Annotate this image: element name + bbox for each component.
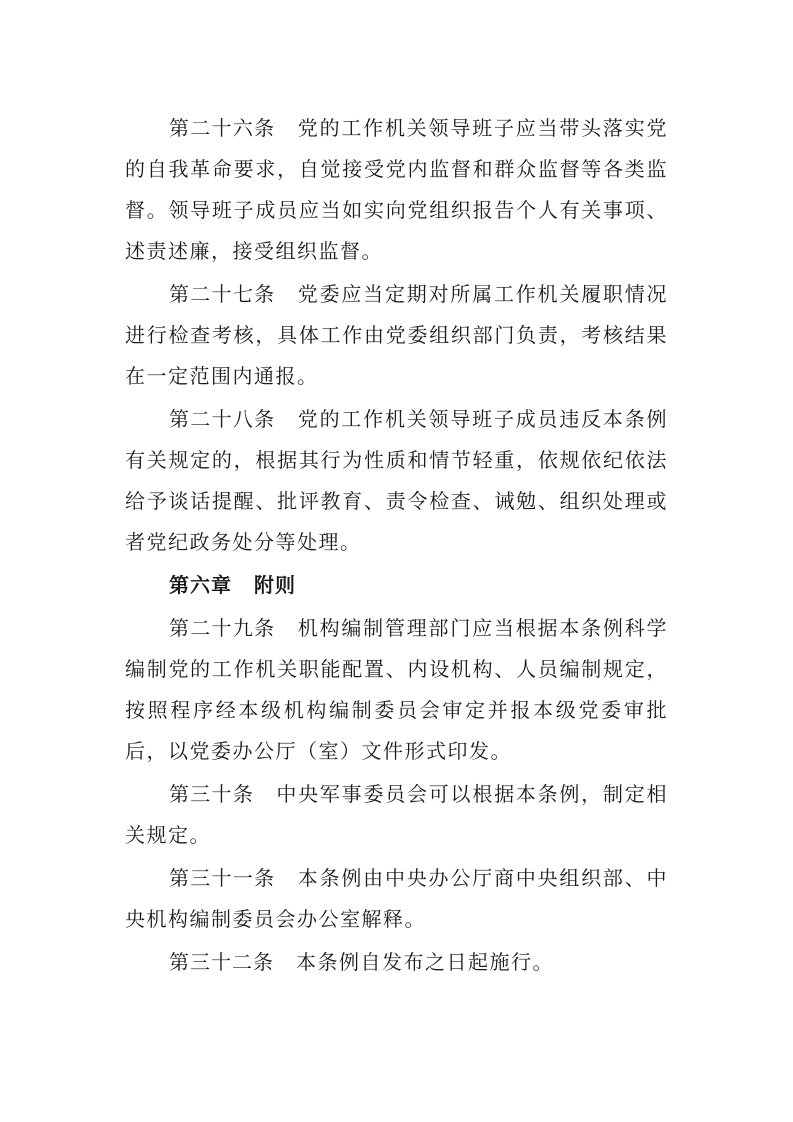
chapter-number: 第六章	[169, 573, 232, 597]
article-number: 第二十八条	[169, 407, 276, 431]
article-number: 第二十七条	[169, 282, 276, 306]
article-text: 机构编制管理部门应当根据本条例科学编制党的工作机关职能配置、内设机构、人员编制规定，按照程序经本级机构编制委员会审定并报本级党委审批后，以党委办公厅（室）文件形式印发。	[125, 616, 669, 763]
article-number: 第二十六条	[169, 116, 276, 140]
article-31	[125, 858, 668, 940]
document-page	[125, 108, 668, 985]
article-number: 第三十一条	[169, 866, 276, 890]
article-32	[125, 942, 668, 983]
article-text: 党委应当定期对所属工作机关履职情况进行检查考核，具体工作由党委组织部门负责，考核结果在一定范围内通报。	[125, 282, 669, 388]
article-27	[125, 274, 668, 397]
article-29	[125, 608, 668, 772]
chapter-title: 附则	[254, 573, 296, 597]
article-number: 第二十九条	[169, 616, 276, 640]
article-number: 第三十二条	[169, 950, 274, 974]
article-text: 本条例由中央办公厅商中央组织部、中央机构编制委员会办公室解释。	[125, 866, 669, 931]
article-text: 党的工作机关领导班子应当带头落实党的自我革命要求，自觉接受党内监督和群众监督等各类监督。领导班子成员应当如实向党组织报告个人有关事项、述责述廉，接受组织监督。	[125, 116, 669, 263]
article-text: 党的工作机关领导班子成员违反本条例有关规定的，根据其行为性质和情节轻重，依规依纪依法给予谈话提醒、批评教育、责令检查、诫勉、组织处理或者党纪政务处分等处理。	[125, 407, 669, 554]
article-28	[125, 399, 668, 563]
article-text: 本条例自发布之日起施行。	[296, 950, 554, 974]
article-30	[125, 774, 668, 856]
article-text: 中央军事委员会可以根据本条例，制定相关规定。	[125, 782, 669, 847]
article-number: 第三十条	[169, 782, 255, 806]
chapter-heading	[125, 565, 668, 606]
article-26	[125, 108, 668, 272]
